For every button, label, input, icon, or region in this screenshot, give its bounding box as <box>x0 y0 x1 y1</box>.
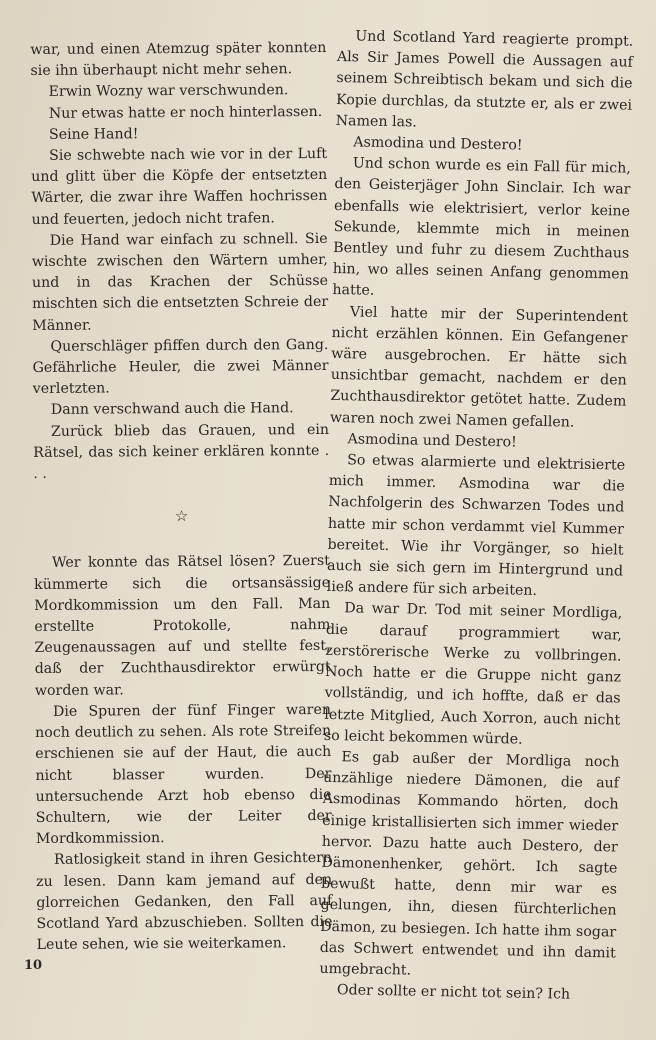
paragraph: Erwin Wozny war verschwunden. <box>48 82 289 101</box>
paragraph: Wer konnte das Rätsel lösen? Zuerst kümmerte sich die ortsansässige Mordkommission um den Fall. Man erstellte Protokolle, nahm Zeugenaussagen auf und stellte fest, daß der Zuchthausdirektor erwürgt worden war. <box>34 553 331 699</box>
paragraph: Oder sollte er nicht tot sein? Ich <box>336 982 571 1003</box>
paragraph: Es gab außer der Mordliga noch unzählige niedere Dämonen, die auf Asmodinas Kommando hörten, doch einige kristallisierten sich immer wieder hervor. Dazu hatte auch Destero, der Dämonenhenker, gehört. Ich sagte bewußt hatte, denn mir war es gelungen, ihn, diesen fürchterlichen Dämon, zu besiegen. Ich hatte ihm sogar das Schwert entwendet und ihn damit umgebracht. <box>319 749 620 979</box>
paragraph: Die Hand war einfach zu schnell. Sie wischte zwischen den Wärtern umher, und in das Krachen der Schüsse mischten sich die entsetzten Schreie der Männer. <box>31 230 329 334</box>
paragraph: Seine Hand! <box>48 126 139 143</box>
paragraph: Zurück blieb das Grauen, und ein Rätsel, das sich keiner erklären konnte . . . <box>33 421 330 483</box>
left-text-column <box>30 0 333 1040</box>
paragraph: Asmodina und Destero! <box>347 431 517 451</box>
paragraph: Viel hatte mir der Superintendent nicht erzählen können. Ein Gefangener wäre ausgebrochen. Er hätte sich unsichtbar gemacht, nachdem er den Zuchthausdirektor getötet hatte. Zudem waren noch zwei Namen gefallen. <box>329 303 629 431</box>
paragraph: Sie schwebte nach wie vor in der Luft und glitt über die Köpfe der entsetzten Wärter, die zwar ihre Waffen hochrissen und feuerten, jedoch nicht trafen. <box>31 145 328 228</box>
paragraph: war, und einen Atemzug später konnten sie ihn überhaupt nicht mehr sehen. <box>30 39 327 80</box>
paragraph: Die Spuren der fünf Finger waren noch deutlich zu sehen. Als rote Streifen erschienen sie auf der Haut, die auch nicht blasser wurden. Der untersuchende Arzt hob ebenso die Schultern, wie der Leiter der Mordkommission. <box>35 701 332 848</box>
paragraph: Und Scotland Yard reagierte prompt. Als Sir James Powell die Aussagen auf seinem Schreibtisch bekam und sich die Kopie durchlas, da stutzte er, als er zwei Namen las. <box>335 28 634 131</box>
right-text-column <box>318 0 634 1040</box>
paragraph: Asmodina und Destero! <box>353 134 523 154</box>
paragraph: Nur etwas hatte er noch hinterlassen. <box>48 103 323 122</box>
paragraph: So etwas alarmierte und elektrisierte mich immer. Asmodina war die Nachfolgerin des Schwarzen Todes und hatte mir schon verdammt viel Kummer bereitet. Wie ihr Vorgänger, so hielt auch sie sich gern im Hintergrund und ließ andere für sich arbeiten. <box>326 452 626 600</box>
paragraph: Und schon wurde es ein Fall für mich, den Geisterjäger John Sinclair. Ich war ebenfalls wie elektrisiert, verlor keine Sekunde, klemmte mich in meinen Bentley und fuhr zu diesem Zuchthaus hin, wo alles seinen Anfang genommen hatte. <box>332 155 631 300</box>
paragraph: Ratlosigkeit stand in ihren Gesichtern zu lesen. Dann kam jemand auf den glorreichen Gedanken, den Fall auf Scotland Yard abzuschieben. Sollten die Leute sehen, wie sie weiterkamen. <box>36 850 333 954</box>
page-number: 10 <box>24 958 43 973</box>
paragraph: Dann verschwand auch die Hand. <box>50 400 294 419</box>
paragraph: Da war Dr. Tod mit seiner Mordliga, die darauf programmiert war, zerstörerische Werke zu vollbringen. Noch hatte er die Gruppe nicht ganz vollständig, und ich hoffte, daß er das letzte Mitglied, Auch Xorron, auch nicht so leicht bekommen würde. <box>323 600 623 748</box>
paragraph: Querschläger pfiffen durch den Gang. Gefährliche Heuler, die zwei Männer verletzten. <box>32 336 329 398</box>
section-break-star-icon: ☆ <box>174 507 189 526</box>
